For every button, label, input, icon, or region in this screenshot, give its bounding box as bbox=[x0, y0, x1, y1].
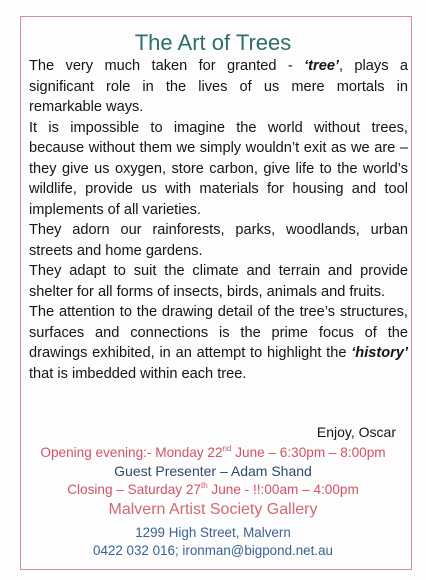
opening-time: June – 6:30pm – 8:00pm bbox=[231, 445, 386, 460]
paragraph-attention-start: The attention to the drawing detail of the tree’s structures, surfaces and connections is the prime focus of the drawings exhibited, in an attempt to highlight the bbox=[29, 304, 408, 361]
guest-presenter-line: Guest Presenter – Adam Shand bbox=[114, 463, 312, 479]
gallery-address: 1299 High Street, Malvern bbox=[135, 525, 291, 540]
contact-details: 0422 032 016; ironman@bigpond.net.au bbox=[93, 543, 333, 558]
closing-line bbox=[0, 481, 426, 499]
paragraph-intro-start: The very much taken for granted - bbox=[29, 58, 305, 74]
closing-time: June - !!:00am – 4:00pm bbox=[207, 482, 359, 497]
tree-emphasis: ‘tree’ bbox=[304, 58, 339, 74]
opening-evening-line bbox=[0, 444, 426, 462]
closing-date-suffix: th bbox=[200, 481, 208, 490]
closing-text: Closing – Saturday 27 bbox=[67, 482, 201, 497]
history-emphasis: ‘history’ bbox=[351, 345, 408, 361]
signoff: Enjoy, Oscar bbox=[316, 424, 396, 440]
paragraph-attention bbox=[29, 302, 408, 384]
gallery-name: Malvern Artist Society Gallery bbox=[108, 501, 318, 518]
opening-date-suffix: nd bbox=[222, 444, 232, 453]
paragraph-intro bbox=[29, 56, 408, 118]
opening-text: Opening evening:- Monday 22 bbox=[40, 445, 223, 460]
paragraph-intro-end: , plays a significant role in the lives of us mere mortals in remarkable ways. bbox=[29, 58, 408, 115]
paragraph-adapt: They adapt to suit the climate and terrain and provide shelter for all forms of insects, birds, animals and fruits. bbox=[29, 263, 408, 300]
poster-body bbox=[29, 56, 408, 384]
paragraph-adorn: They adorn our rainforests, parks, woodlands, urban streets and home gardens. bbox=[29, 222, 408, 259]
paragraph-imagine: It is impossible to imagine the world without trees, because without them we simply wouldn’t exit as we are – they give us oxygen, store carbon, give life to the world’s wildlife, provide us with materials for housing and tool implements of all varieties. bbox=[29, 119, 408, 218]
paragraph-attention-end: that is imbedded within each tree. bbox=[29, 365, 247, 382]
poster-title: The Art of Trees bbox=[134, 30, 292, 55]
